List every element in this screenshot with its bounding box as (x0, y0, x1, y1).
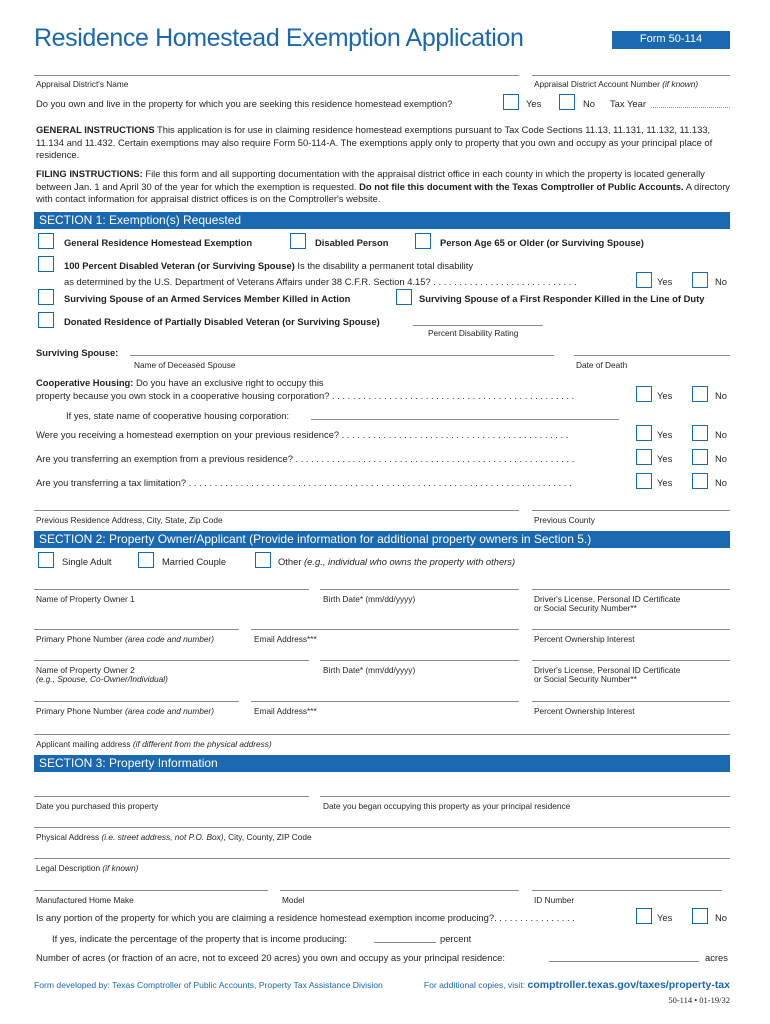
transfer-yes-label: Yes (657, 453, 673, 464)
transfer-no-checkbox[interactable] (692, 449, 708, 465)
coop-yes-label: Yes (657, 390, 673, 401)
other-owner-checkbox[interactable] (255, 552, 271, 568)
transfer-yes-checkbox[interactable] (636, 449, 652, 465)
general-exemption-checkbox[interactable] (38, 233, 54, 249)
district-name-line[interactable] (34, 75, 519, 76)
owner1-license-label-2: or Social Security Number** (534, 603, 637, 613)
home-model-line[interactable] (280, 890, 519, 891)
occupying-date-label: Date you began occupying this property as your principal residence (323, 801, 571, 811)
deceased-name-label: Name of Deceased Spouse (134, 360, 236, 370)
veteran-no-label: No (715, 276, 727, 287)
single-adult-label: Single Adult (62, 556, 112, 567)
owner2-percent-line[interactable] (532, 701, 730, 702)
home-make-label: Manufactured Home Make (36, 895, 134, 905)
veteran-yes-label: Yes (657, 276, 673, 287)
account-number-label: Appraisal District Account Number (if known) (534, 79, 699, 89)
owner1-license-label: Driver's License, Personal ID Certificate (534, 594, 681, 604)
coop-yes-checkbox[interactable] (636, 386, 652, 402)
physical-address-line[interactable] (34, 827, 730, 828)
coop-name-line[interactable] (311, 419, 619, 420)
previous-county-line[interactable] (532, 510, 730, 511)
first-responder-checkbox[interactable] (396, 289, 412, 305)
section1-header: SECTION 1: Exemption(s) Requested (34, 212, 730, 229)
income-producing-question: Is any portion of the property for which you are claiming a residence homestead exemption income producing?. . . . . . . . . . . . . . . . (36, 912, 575, 923)
owner2-name-line[interactable] (34, 660, 309, 661)
home-id-label: ID Number (534, 895, 575, 905)
owner1-name-label: Name of Property Owner 1 (36, 594, 135, 604)
age65-checkbox[interactable] (415, 233, 431, 249)
owner2-license-label-2: or Social Security Number** (534, 674, 637, 684)
armed-services-label: Surviving Spouse of an Armed Services Member Killed in Action (64, 293, 351, 304)
armed-services-checkbox[interactable] (38, 289, 54, 305)
owner1-email-line[interactable] (251, 629, 519, 630)
owner2-email-line[interactable] (251, 701, 519, 702)
limitation-no-checkbox[interactable] (692, 473, 708, 489)
deceased-name-line[interactable] (130, 355, 554, 356)
percent-rating-line[interactable] (413, 325, 543, 326)
owner1-name-line[interactable] (34, 589, 309, 590)
footer-url-link[interactable]: comptroller.texas.gov/taxes/property-tax (527, 979, 730, 991)
previous-address-line[interactable] (34, 510, 519, 511)
occupying-date-line[interactable] (320, 796, 730, 797)
general-instructions: GENERAL INSTRUCTIONS This application is for use in claiming residence homestead exemptions pursuant to Tax Code Sections 11.13, 11.131, 11.132, 11.133, 11.134 and 11.432. Certain exemptions may also require Form 50-114-A. The exemptions apply only to property that you own and occupy as your principal place of residence. (36, 124, 713, 160)
owner2-phone-label: Primary Phone Number (area code and number) (36, 706, 215, 716)
previous-address-label: Previous Residence Address, City, State, Zip Code (36, 515, 223, 525)
general-exemption-label: General Residence Homestead Exemption (64, 237, 253, 248)
owner2-name-note: (e.g., Spouse, Co-Owner/Individual) (36, 674, 168, 684)
legal-description-label: Legal Description (if known) (36, 863, 139, 873)
income-no-label: No (715, 912, 727, 923)
coop-no-label: No (715, 390, 727, 401)
coop-no-checkbox[interactable] (692, 386, 708, 402)
married-couple-checkbox[interactable] (138, 552, 154, 568)
owner2-phone-line[interactable] (34, 701, 239, 702)
coop-question-line1: Cooperative Housing: Do you have an exclusive right to occupy this (36, 377, 324, 388)
section3-header: SECTION 3: Property Information (34, 755, 730, 772)
owner1-email-label: Email Address*** (254, 634, 317, 644)
previous-county-label: Previous County (534, 515, 595, 525)
single-adult-checkbox[interactable] (38, 552, 54, 568)
acres-field[interactable] (549, 961, 699, 962)
tax-year-field[interactable] (651, 107, 730, 108)
disabled-veteran-question: as determined by the U.S. Department of Veterans Affairs under 38 C.F.R. Section 4.15? . . . . . . . . . . . . . . . . . . . . . . . . . . . . (64, 276, 577, 287)
home-make-line[interactable] (34, 890, 268, 891)
own-live-question: Do you own and live in the property for which you are seeking this residence homestead exemption? (36, 98, 453, 109)
acres-unit: acres (705, 952, 728, 963)
surviving-spouse-label: Surviving Spouse: (36, 347, 119, 358)
owner2-percent-label: Percent Ownership Interest (534, 706, 635, 716)
age65-label: Person Age 65 or Older (or Surviving Spouse) (440, 237, 644, 248)
owner2-license-line[interactable] (532, 660, 730, 661)
district-name-label: Appraisal District's Name (36, 79, 129, 89)
tax-limitation-question: Are you transferring a tax limitation? . . . . . . . . . . . . . . . . . . . . . . . . . . . . . . . . . . . . . . . . . . . . . . . . . . . . . . . . . . . . . . . . . . . . . . . . . . (36, 477, 572, 488)
donated-residence-label: Donated Residence of Partially Disabled Veteran (or Surviving Spouse) (64, 316, 380, 327)
purchase-date-line[interactable] (34, 796, 309, 797)
previous-no-checkbox[interactable] (692, 425, 708, 441)
footer-form-code: 50-114 • 01-19/32 (668, 995, 730, 1005)
disabled-veteran-checkbox[interactable] (38, 256, 54, 272)
owner1-phone-label: Primary Phone Number (area code and number) (36, 634, 215, 644)
percent-rating-label: Percent Disability Rating (428, 328, 519, 338)
owner1-percent-line[interactable] (532, 629, 730, 630)
income-percent-label: If yes, indicate the percentage of the property that is income producing: (52, 933, 347, 944)
filing-instructions: FILING INSTRUCTIONS: File this form and all supporting documentation with the appraisal district office in each county in which the property is located generally between Jan. 1 and April 30 of the year for which the exemption is requested. Do not file this document with the Texas Comptroller of Public Accounts. A directory with contact information for appraisal district offices is on the Comptroller's website. (36, 168, 730, 204)
owner2-license-label: Driver's License, Personal ID Certificate (534, 665, 681, 675)
disabled-person-checkbox[interactable] (290, 233, 306, 249)
account-number-line[interactable] (532, 75, 730, 76)
income-yes-checkbox[interactable] (636, 908, 652, 924)
physical-address-label: Physical Address (i.e. street address, not P.O. Box), City, County, ZIP Code (36, 832, 312, 842)
acres-question: Number of acres (or fraction of an acre, not to exceed 20 acres) you own and occupy as your principal residence: (36, 952, 505, 963)
owner1-percent-label: Percent Ownership Interest (534, 634, 635, 644)
footer-developed-by: Form developed by: Texas Comptroller of Public Accounts, Property Tax Assistance Division (34, 980, 383, 990)
owner1-license-line[interactable] (532, 589, 730, 590)
mailing-address-line[interactable] (34, 734, 730, 735)
other-owner-label: Other (e.g., individual who owns the property with others) (278, 556, 516, 567)
coop-question-line2: property because you own stock in a cooperative housing corporation? . . . . . . . . . . . . . . . . . . . . . . . . . . . . . . . . . . . . . . . . . . . . . . . (36, 390, 575, 401)
income-percent-field[interactable] (374, 942, 436, 943)
owner1-phone-line[interactable] (34, 629, 239, 630)
own-yes-label: Yes (526, 98, 542, 109)
form-number-badge: Form 50-114 (612, 31, 730, 49)
own-no-checkbox[interactable] (559, 94, 575, 110)
disabled-veteran-label: 100 Percent Disabled Veteran (or Surviving Spouse) Is the disability a permanent total disability (64, 260, 474, 271)
income-yes-label: Yes (657, 912, 673, 923)
coop-name-label: If yes, state name of cooperative housing corporation: (66, 410, 290, 421)
veteran-no-checkbox[interactable] (692, 272, 708, 288)
purchase-date-label: Date you purchased this property (36, 801, 159, 811)
limitation-no-label: No (715, 477, 727, 488)
owner2-birth-label: Birth Date* (mm/dd/yyyy) (323, 665, 416, 675)
own-no-label: No (583, 98, 595, 109)
previous-yes-checkbox[interactable] (636, 425, 652, 441)
legal-description-line[interactable] (34, 858, 730, 859)
transfer-exemption-question: Are you transferring an exemption from a previous residence? . . . . . . . . . . . . . . . . . . . . . . . . . . . . . . . . . . . . . . . . . . . . . . . . . . . . . . (36, 453, 575, 464)
footer-copies: For additional copies, visit: comptroller.texas.gov/taxes/property-tax (423, 979, 730, 991)
date-of-death-label: Date of Death (576, 360, 628, 370)
owner2-birth-line[interactable] (320, 660, 519, 661)
donated-residence-checkbox[interactable] (38, 312, 54, 328)
section2-header: SECTION 2: Property Owner/Applicant (Provide information for additional property owners in Section 5.) (34, 531, 730, 548)
income-no-checkbox[interactable] (692, 908, 708, 924)
home-model-label: Model (282, 895, 305, 905)
home-id-line[interactable] (532, 890, 722, 891)
veteran-yes-checkbox[interactable] (636, 272, 652, 288)
previous-yes-label: Yes (657, 429, 673, 440)
owner1-birth-line[interactable] (320, 589, 519, 590)
first-responder-label: Surviving Spouse of a First Responder Killed in the Line of Duty (419, 293, 705, 304)
limitation-yes-checkbox[interactable] (636, 473, 652, 489)
previous-no-label: No (715, 429, 727, 440)
mailing-address-label: Applicant mailing address (if different from the physical address) (36, 739, 272, 749)
owner1-birth-label: Birth Date* (mm/dd/yyyy) (323, 594, 416, 604)
own-yes-checkbox[interactable] (503, 94, 519, 110)
income-percent-unit: percent (440, 933, 472, 944)
disabled-person-label: Disabled Person (315, 237, 389, 248)
limitation-yes-label: Yes (657, 477, 673, 488)
form-title: Residence Homestead Exemption Application (34, 24, 524, 52)
tax-year-label: Tax Year (610, 98, 646, 109)
previous-exemption-question: Were you receiving a homestead exemption on your previous residence? . . . . . . . . . . . . . . . . . . . . . . . . . . . . . . . . . . . . . . . . . . . . (36, 429, 569, 440)
married-couple-label: Married Couple (162, 556, 227, 567)
date-of-death-line[interactable] (574, 355, 730, 356)
owner2-email-label: Email Address*** (254, 706, 317, 716)
transfer-no-label: No (715, 453, 727, 464)
owner2-name-label: Name of Property Owner 2 (36, 665, 135, 675)
